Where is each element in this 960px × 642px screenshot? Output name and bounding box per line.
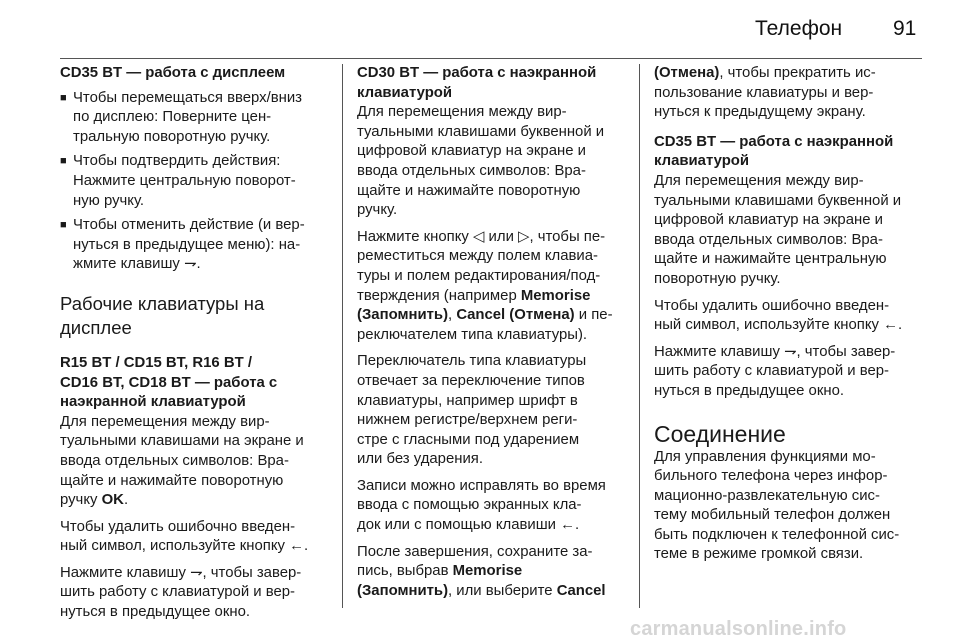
paragraph: Чтобы удалить ошибочно введен- ный символ, используйте кнопку ←. [60,518,309,555]
paragraph: Нажмите клавишу ⇁, чтобы завер- шить работу с клавиатурой и вер- нуться в предыдущее окно. [60,564,302,621]
paragraph: Для перемещения между вир- туальными клавишами буквенной и цифровой клавиатур на экране и ввода отдельных символов: Вра- щайте и нажимайте поворотную ручку. [357,104,605,219]
watermark: carmanualsonline.info [630,618,847,640]
memorise-label: Memorise [452,563,523,580]
subheading: R15 BT / CD15 BT, R16 BT / CD16 BT, CD18 BT — работа с наэкранной клавиатурой [60,354,278,411]
column-3 [654,64,926,565]
bullet-square-icon: ■ [60,219,67,232]
paragraph: Для перемещения между вир- туальными клавишами буквенной и цифровой клавиатур на экране и ввода отдельных символов: Вра- щайте и нажимайте центральную поворотную ручку. [654,172,902,287]
column-2 [357,64,629,601]
bullet-item: ■ Чтобы подтвердить действия: Нажмите центральную поворот- ную ручку. [60,152,330,211]
paragraph: Переключатель типа клавиатуры отвечает за переключение типов клавиатуры, например шрифт в нижнем регистре/верхнем реги- стре с гласными под ударением или без ударения. [357,353,587,468]
memorise-label: Memorise [520,287,591,304]
cancel-label: Cancel [556,582,606,599]
paragraph: После завершения, сохраните за- пись, выбрав Memorise (Запомнить), или выберите Cancel [357,543,606,599]
section-heading: Соединение [654,420,786,447]
section-heading: Рабочие клавиатуры на дисплее [60,292,265,338]
paragraph: Нажмите кнопку ◁ или ▷, чтобы пе- реместиться между полем клавиа- туры и полем редактирования/под- тверждения (например Memorise (Запомнить), Cancel (Отмена) и пе- реключателем типа клавиатуры). [357,228,613,343]
bullet-item: ■ Чтобы перемещаться вверх/вниз по дисплею: Поверните цен- тральную поворотную ручку. [60,89,330,148]
paragraph: Записи можно исправлять во время ввода с помощью экранных кла- док или с помощью клавиши ←. [357,477,606,534]
zapomnit-label: (Запомнить) [357,582,449,599]
column-1 [60,64,330,623]
column-divider-2 [639,64,640,608]
column-divider-1 [342,64,343,608]
subheading: CD30 BT — работа с наэкранной клавиатурой [357,65,597,101]
bullet-square-icon: ■ [60,91,67,104]
bullet-item: ■ Чтобы отменить действие (и вер- нуться в предыдущее меню): на- жмите клавишу ⇁. [60,216,330,275]
subheading: CD35 BT — работа с дисплеем [60,65,286,81]
page-number: 91 [893,17,917,40]
paragraph: Нажмите клавишу ⇁, чтобы завер- шить работу с клавиатурой и вер- нуться в предыдущее окно. [654,343,896,399]
ok-label: OK [101,492,124,509]
paragraph: Чтобы удалить ошибочно введен- ный символ, используйте кнопку ←. [654,297,903,334]
header-rule [60,58,922,59]
otmena-label: (Отмена) [654,65,720,81]
paragraph: Для перемещения между вир- туальными клавишами на экране и ввода отдельных символов: Вра- щайте и нажимайте поворотную ручку OK. [60,413,304,509]
bullet-square-icon: ■ [60,155,67,168]
paragraph: Для управления функциями мо- бильного телефона через инфор- мационно-развлекательную сис- тему мобильный телефон должен быть подключен к телефонной сис- теме в режиме громкой связи. [654,448,900,563]
paragraph: (Отмена), чтобы прекратить ис- пользование клавиатуры и вер- нуться к предыдущему экрану. [654,65,876,121]
page-header-title: Телефон [755,17,843,40]
cancel-label: Cancel (Отмена) [456,307,575,324]
subheading: CD35 BT — работа с наэкранной клавиатурой [654,133,894,170]
zapomnit-label: (Запомнить) [357,307,449,324]
